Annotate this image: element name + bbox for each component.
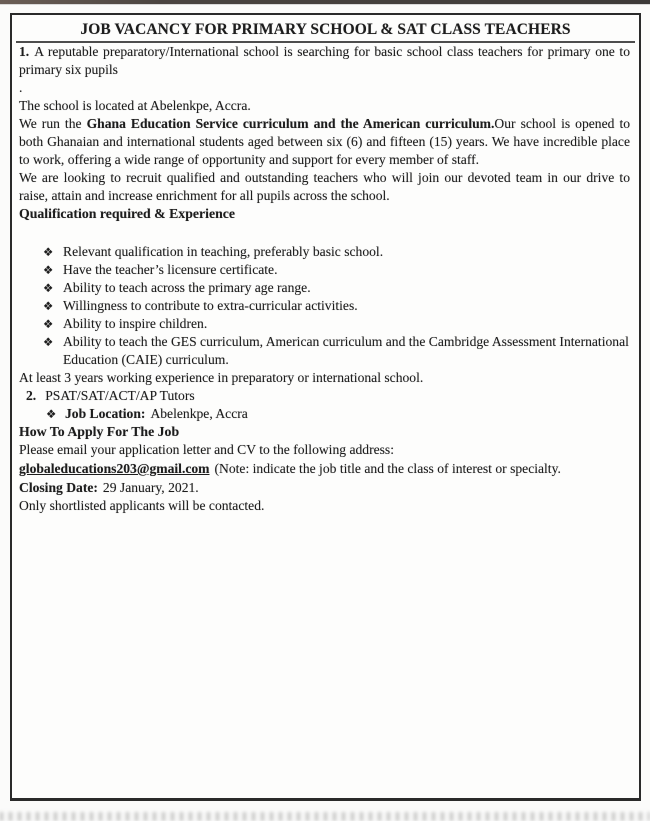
- section2-title-line: [19, 387, 630, 405]
- document-body: [12, 43, 639, 515]
- experience-note: At least 3 years working experience in preparatory or international school.: [19, 370, 424, 385]
- job-location-item: [19, 405, 630, 423]
- closing-date-label: Closing Date:: [19, 480, 98, 495]
- job-location-value: Abelenkpe, Accra: [150, 406, 248, 421]
- diamond-bullet-icon: ❖: [43, 301, 54, 313]
- apply-heading: How To Apply For The Job: [19, 424, 180, 439]
- qualification-item: [19, 261, 630, 279]
- intro-paragraph: [19, 43, 630, 79]
- diamond-bullet-icon: ❖: [43, 265, 54, 277]
- curriculum-prefix: We run the: [19, 116, 87, 131]
- vacancy-document-frame: [10, 13, 641, 801]
- qualification-item-text: Ability to teach the GES curriculum, American curriculum and the Cambridge Assessment International Education (CAIE) curriculum.: [63, 334, 629, 367]
- school-location-text: The school is located at Abelenkpe, Accra.: [19, 98, 251, 113]
- diamond-bullet-icon: ❖: [46, 409, 57, 421]
- qualification-item: [19, 333, 630, 369]
- qualification-heading: Qualification required & Experience: [19, 206, 236, 221]
- qualification-item: [19, 279, 630, 297]
- qualification-item-text: Relevant qualification in teaching, preferably basic school.: [63, 244, 384, 259]
- section2-number: 2.: [26, 388, 37, 403]
- diamond-bullet-icon: ❖: [43, 319, 54, 331]
- qualification-item: [19, 243, 630, 261]
- section1-number: 1.: [19, 44, 30, 59]
- section2-title: PSAT/SAT/ACT/AP Tutors: [45, 388, 195, 403]
- stray-dot-line: .: [19, 80, 23, 95]
- qualification-item-text: Ability to inspire children.: [63, 316, 208, 331]
- diamond-bullet-icon: ❖: [43, 283, 54, 295]
- qualification-item-text: Ability to teach across the primary age range.: [63, 280, 311, 295]
- qualification-item: [19, 297, 630, 315]
- title-block: [12, 15, 639, 43]
- qualification-item: [19, 315, 630, 333]
- curriculum-bold-text: Ghana Education Service curriculum and the American curriculum.: [86, 116, 495, 131]
- curriculum-paragraph: [19, 115, 630, 169]
- intro-text: A reputable preparatory/International school is searching for basic school class teachers for primary one to primary six pupils: [19, 44, 630, 77]
- diamond-bullet-icon: ❖: [43, 337, 54, 349]
- curriculum-rest: Our school is opened to both Ghanaian and international students aged between six (6) and fifteen (15) years. We have incredible place to work, offering a wide range of opportunity and support for every member of staff.: [19, 116, 631, 167]
- qualification-item-text: Willingness to contribute to extra-curricular activities.: [63, 298, 358, 313]
- scan-top-edge-artifact: [0, 0, 650, 4]
- email-link[interactable]: globaleducations203@gmail.com: [19, 461, 210, 476]
- application-note: (Note: indicate the job title and the class of interest or specialty.: [214, 461, 561, 476]
- email-paragraph: [19, 459, 630, 479]
- recruitment-paragraph: We are looking to recruit qualified and outstanding teachers who will join our devoted team in our drive to raise, attain and increase enrichment for all pupils across the school.: [19, 170, 630, 203]
- closing-date-line: [19, 479, 630, 497]
- job-location-label: Job Location:: [65, 406, 146, 421]
- closing-date-value: 29 January, 2021.: [102, 480, 199, 495]
- shortlist-note: Only shortlisted applicants will be contacted.: [19, 498, 265, 513]
- page-title: JOB VACANCY FOR PRIMARY SCHOOL & SAT CLASS TEACHERS: [80, 21, 571, 38]
- scan-bottom-blur-artifact: [0, 812, 650, 821]
- apply-instruction: Please email your application letter and CV to the following address:: [19, 442, 394, 457]
- diamond-bullet-icon: ❖: [43, 247, 54, 259]
- qualification-list: [19, 243, 630, 369]
- qualification-item-text: Have the teacher’s licensure certificate.: [63, 262, 278, 277]
